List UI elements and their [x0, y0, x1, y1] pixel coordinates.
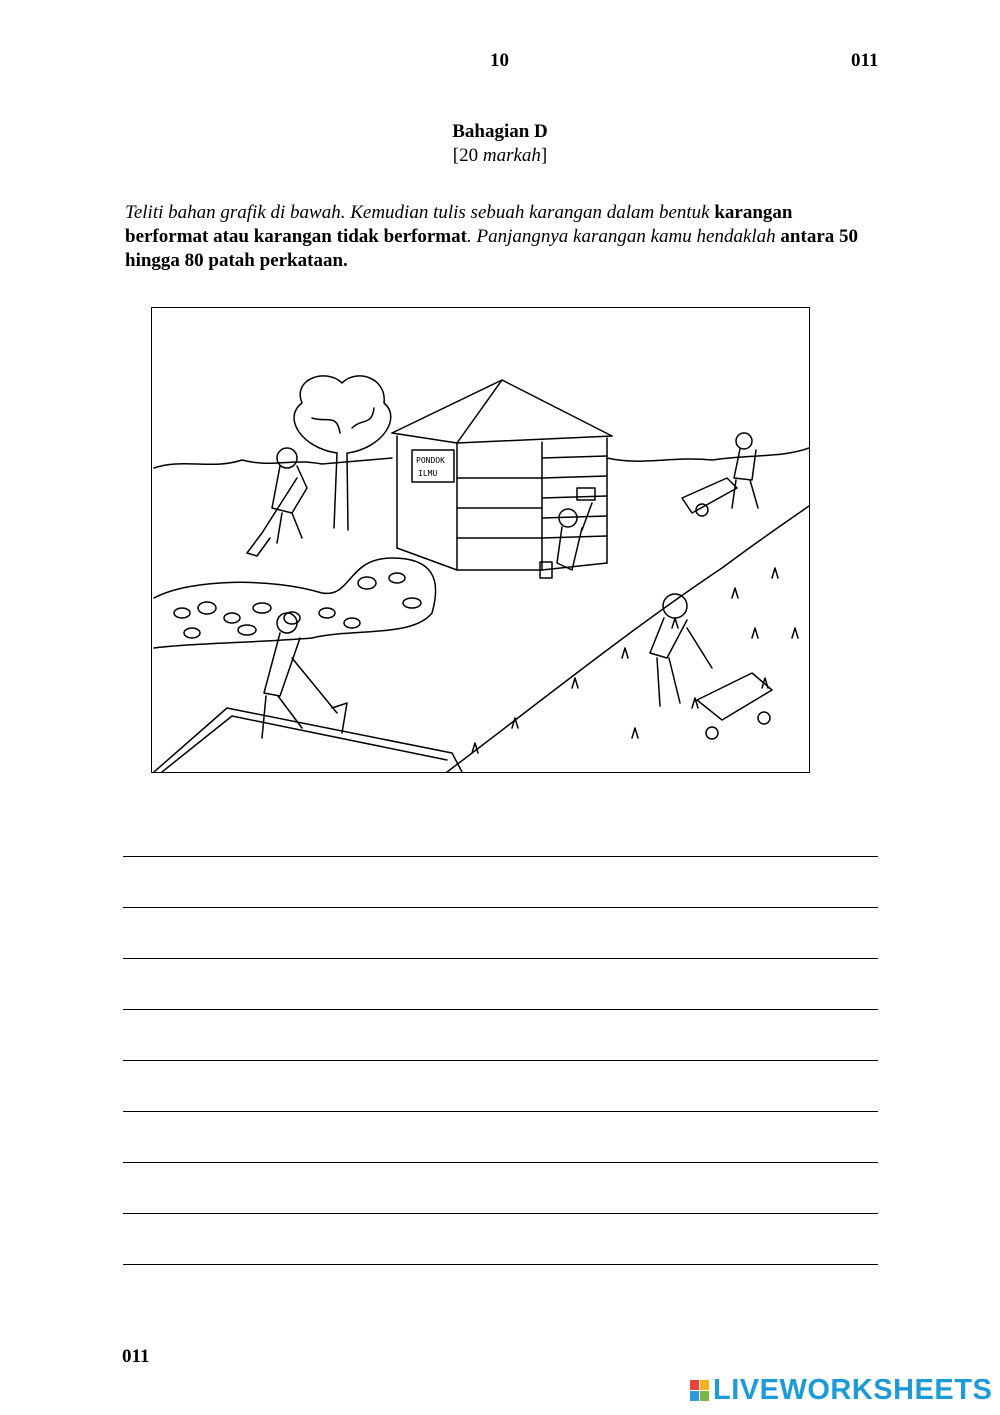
answer-line[interactable] [123, 856, 878, 857]
sign-line-2: ILMU [418, 469, 438, 478]
instruction-text: Teliti bahan grafik di bawah. Kemudian tulis sebuah karangan dalam bentuk karangan berformat atau karangan tidak berformat. Panjangnya karangan kamu hendaklah antara 50 hingga 80 patah perkataan. [125, 202, 858, 271]
sign-line-1: PONDOK [416, 456, 445, 465]
answer-line[interactable] [123, 907, 878, 908]
answer-line[interactable] [123, 1111, 878, 1112]
answer-line[interactable] [123, 1213, 878, 1214]
answer-line[interactable] [123, 1162, 878, 1163]
answer-line[interactable] [123, 1009, 878, 1010]
section-marks: [20 markah] [452, 145, 548, 166]
answer-line[interactable] [123, 958, 878, 959]
liveworksheets-icon [690, 1380, 709, 1401]
graphic-stimulus [151, 307, 810, 773]
answer-line[interactable] [123, 1264, 878, 1265]
liveworksheets-logo[interactable] [690, 1374, 992, 1407]
liveworksheets-wordmark: LIVEWORKSHEETS [713, 1374, 993, 1406]
paper-code: 011 [851, 50, 879, 71]
page-number: 10 [490, 50, 509, 71]
footer-code: 011 [122, 1346, 150, 1367]
answer-line[interactable] [123, 1060, 878, 1061]
section-title: Bahagian D [452, 121, 548, 142]
